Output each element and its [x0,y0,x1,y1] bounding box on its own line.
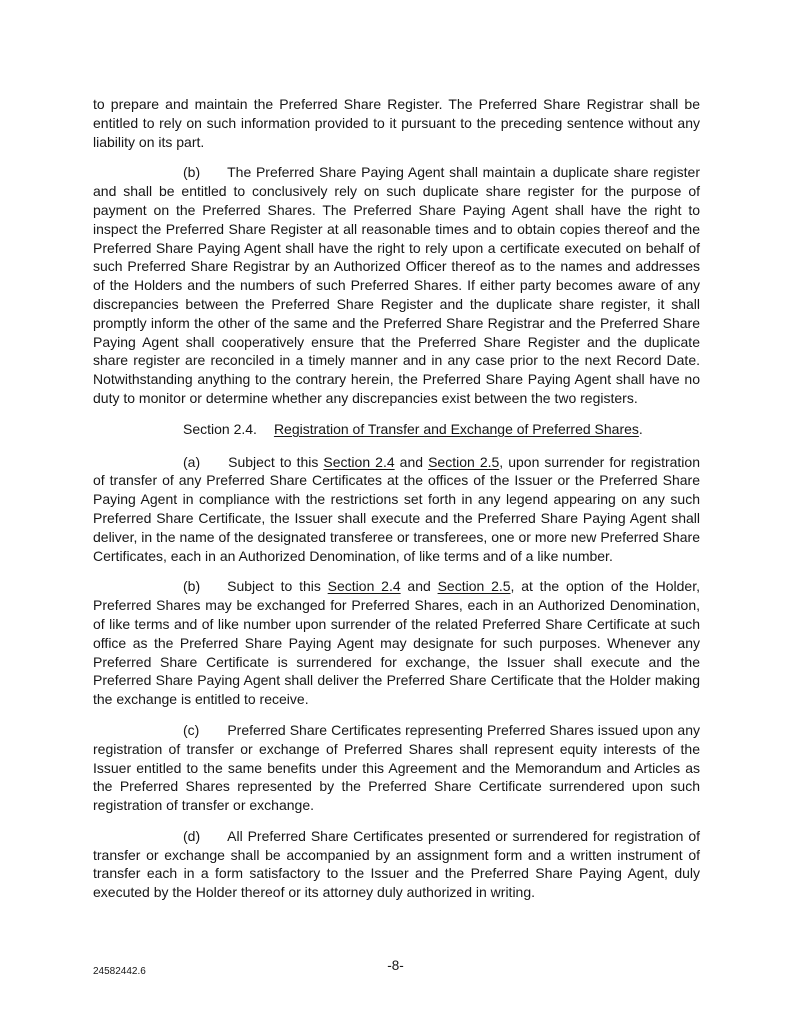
text-run: Preferred Share Certificates representing Preferred Shares issued upon any registration of transfer or exchange of Preferred Shares shall represent equity interests of the Issuer entitled to the same benefits under this Agreement and the Memorandum and Articles as the Preferred Shares represented by the Preferred Share Certificate surrendered upon such registration of transfer or exchange. [93,721,700,814]
document-body [93,95,700,914]
text-run: to prepare and maintain the Preferred Share Register. The Preferred Share Registrar shall be entitled to rely on such information provided to it pursuant to the preceding sentence without any liability on its part. [93,96,700,150]
paragraph-2-4-c [93,721,700,815]
text-run: Subject to this [227,578,328,595]
text-run: (b) [183,164,201,181]
underlined-text-run: Section 2.4 [323,453,395,470]
text-run: , at the option of the Holder, Preferred Shares may be exchanged for Preferred Shares, each in an Authorized Denomination, of like terms and of like number upon surrender of the related Preferred Share Certificate at such office as the Preferred Share Paying Agent may designate for such purposes. Whenever any Preferred Share Certificate is surrendered for exchange, the Issuer shall execute and the Preferred Share Paying Agent shall deliver the Preferred Share Certificate that the Holder making the exchange is entitled to receive. [93,578,700,708]
text-run: . [638,420,643,437]
text-run: (d) [183,827,201,844]
underlined-text-run: Section 2.4 [327,578,401,595]
section-2-4-heading [93,420,700,439]
paragraph-2-3-b [93,163,700,407]
text-run: and [400,578,438,595]
paragraph-2-4-b [93,577,700,709]
paragraph-2-4-d [93,827,700,902]
text-run: , upon surrender for registration of transfer of any Preferred Share Certificates at the offices of the Issuer or the Preferred Share Paying Agent in compliance with the restrictions set forth in any legend appearing on any such Preferred Share Certificate, the Issuer shall execute and the Preferred Share Paying Agent shall deliver, in the name of the designated transferee or transferees, one or more new Preferred Share Certificates, each in an Authorized Denomination, of like terms and of a like number. [93,453,700,564]
text-run: Subject to this [228,453,324,470]
underlined-text-run: Section 2.5 [428,453,500,470]
text-run: (c) [183,721,200,738]
text-run: (b) [183,578,201,595]
paragraph-2-4-a [93,453,700,566]
underlined-text-run: Section 2.5 [437,578,511,595]
paragraph-continuation [93,95,700,151]
text-run: (a) [183,453,201,470]
text-run: The Preferred Share Paying Agent shall maintain a duplicate share register and shall be entitled to conclusively rely on such duplicate share register for the purpose of payment on the Preferred Shares. The Preferred Share Paying Agent shall have the right to inspect the Preferred Share Register at all reasonable times and to obtain copies thereof and the Preferred Share Paying Agent shall have the right to rely upon a certificate executed on behalf of such Preferred Share Registrar by an Authorized Officer thereof as to the names and addresses of the Holders and the numbers of such Preferred Shares. If either party becomes aware of any discrepancies between the Preferred Share Register and the duplicate share register, it shall promptly inform the other of the same and the Preferred Share Registrar and the Preferred Share Paying Agent shall cooperatively ensure that the Preferred Share Register and the duplicate share register are reconciled in a timely manner and in any case prior to the next Record Date. Notwithstanding anything to the contrary herein, the Preferred Share Paying Agent shall have no duty to monitor or determine whether any discrepancies exist between the two registers. [93,164,700,406]
underlined-text-run: Registration of Transfer and Exchange of Preferred Shares [273,420,639,437]
text-run: Section 2.4. [183,420,257,437]
text-run: and [394,453,429,470]
document-number: 24582442.6 [93,966,146,977]
text-run: All Preferred Share Certificates presented or surrendered for registration of transfer or exchange shall be accompanied by an assignment form and a written instrument of transfer each in a form satisfactory to the Issuer and the Preferred Share Paying Agent, duly executed by the Holder thereof or its attorney duly authorized in writing. [93,827,700,901]
page-number: -8- [387,958,404,973]
